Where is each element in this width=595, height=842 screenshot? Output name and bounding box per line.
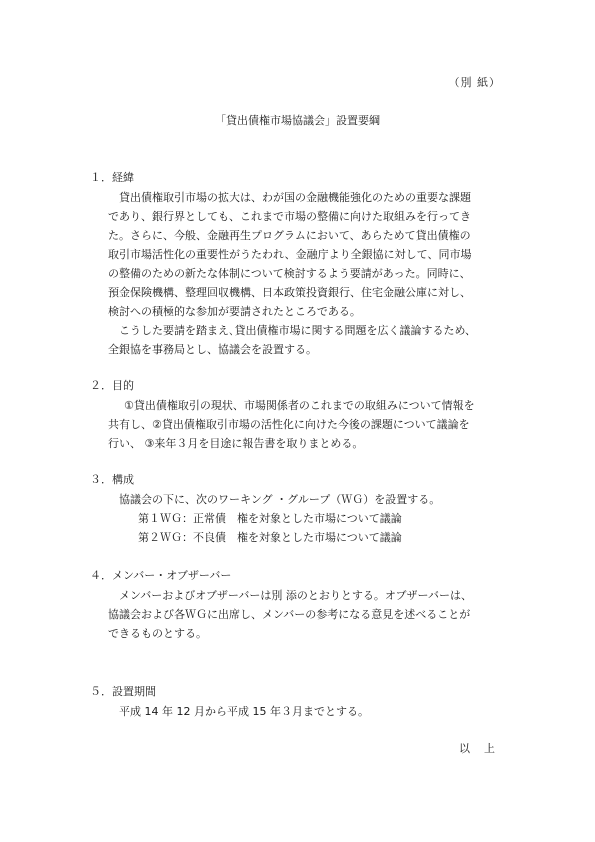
- body-line: 預金保険機構、整理回収機構、日本政策投資銀行、住宅金融公庫に対し、: [108, 286, 471, 299]
- section-structure: [90, 470, 520, 547]
- attachment-label: （別 紙）: [448, 76, 501, 89]
- body-line: 協議会の下に、次のワーキング ・グループ（ＷＧ）を設置する。: [119, 493, 441, 506]
- body-line: 貸出債権取引市場の拡大は、わが国の金融機能強化のための重要な課題: [119, 191, 471, 204]
- section-body: [108, 490, 520, 547]
- document-title: 「貸出債権市場協議会」設置要綱: [215, 114, 380, 127]
- body-line: の整備のための新たな体制について検討するよう要請があった。同時に、: [108, 267, 471, 280]
- closing-mark: 以上: [459, 742, 509, 755]
- section-heading: １．経緯: [90, 171, 134, 184]
- body-line: ①貸出債権取引の現状、市場関係者のこれまでの取組みについて情報を: [124, 399, 475, 412]
- body-line: 行い、 ③来年３月を目途に報告書を取りまとめる。: [108, 437, 364, 450]
- working-group-line: 第２ＷＧ：不良債 権を対象とした市場について議論: [138, 531, 402, 544]
- body-line: 平成 14 年 12 月から平成 15 年３月までとする。: [119, 705, 369, 718]
- working-group-line: 第１ＷＧ：正常債 権を対象とした市場について議論: [138, 512, 402, 525]
- section-body: [108, 188, 520, 359]
- section-body: [108, 702, 520, 721]
- body-line: 共有し、②貸出債権取引市場の活性化に向けた今後の課題について議論を: [108, 418, 470, 431]
- section-heading: ３．構成: [90, 473, 134, 486]
- section-purpose: [90, 376, 520, 453]
- section-members: [90, 566, 520, 643]
- section-heading: ２．目的: [90, 379, 134, 392]
- section-background: [90, 168, 520, 359]
- section-body: [108, 396, 520, 453]
- body-line: できるものとする。: [108, 627, 207, 640]
- section-period: [90, 682, 520, 721]
- body-line: た。さらに、今般、金融再生プログラムにおいて、あらためて貸出債権の: [108, 229, 471, 242]
- section-heading: ４．メンバー・オブザーバー: [90, 569, 232, 582]
- body-line: であり、銀行界としても、これまで市場の整備に向けた取組みを行ってき: [108, 210, 471, 223]
- body-line: 取引市場活性化の重要性がうたわれ、金融庁より全銀協に対して、同市場: [108, 248, 472, 261]
- body-line: メンバーおよびオブザーバーは別 添のとおりとする。オブザーバーは、: [119, 589, 472, 602]
- section-body: [108, 586, 520, 643]
- body-line: 全銀協を事務局とし、協議会を設置する。: [108, 343, 317, 356]
- body-line: 協議会および各ＷＧに出席し、メンバーの参考になる意見を述べることが: [108, 608, 471, 621]
- section-heading: ５．設置期間: [90, 685, 156, 698]
- body-line: 検討への積極的な参加が要請されたところである。: [108, 305, 361, 318]
- body-line: こうした要請を踏まえ､貸出債権市場に関する問題を広く議論するため、: [119, 324, 477, 337]
